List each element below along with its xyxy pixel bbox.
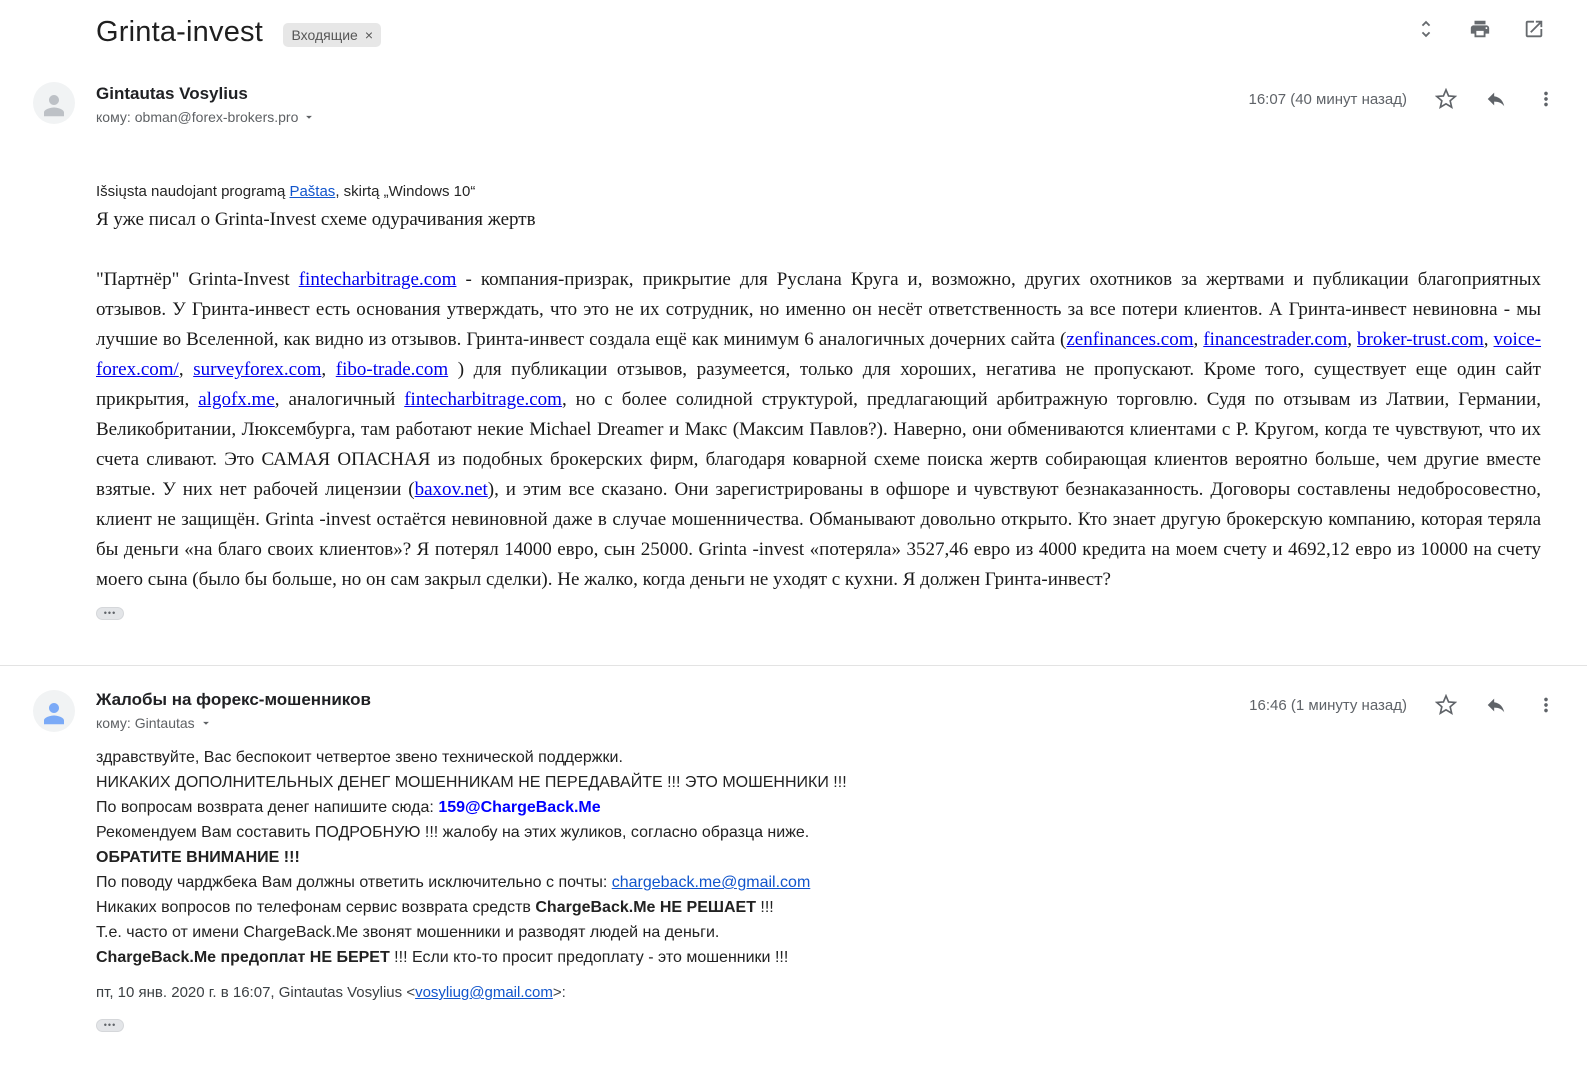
- label-remove-icon[interactable]: ×: [364, 26, 374, 43]
- email-2: [0, 688, 1587, 1033]
- email-2-body: [96, 745, 1557, 1033]
- inline-link[interactable]: chargeback.me@gmail.com: [611, 874, 811, 891]
- text-segment: Išsiųsta naudojant programą: [96, 183, 290, 200]
- details-caret-icon[interactable]: [199, 716, 213, 730]
- inline-link[interactable]: Paštas: [289, 183, 336, 200]
- text-segment: !!!: [755, 899, 774, 916]
- text-segment: ,: [321, 359, 336, 380]
- text-segment: !!! Если кто-то просит предоплату - это мошенники !!!: [389, 949, 789, 966]
- inline-link[interactable]: voice-forex.com/: [96, 329, 1542, 380]
- sender-avatar[interactable]: [33, 690, 75, 732]
- open-in-new-icon[interactable]: [1523, 18, 1545, 40]
- sender-name: Gintautas Vosylius: [96, 84, 248, 103]
- more-options-icon[interactable]: [1535, 694, 1557, 716]
- recipient-line[interactable]: [96, 715, 1249, 731]
- text-segment: ) для публикации отзывов, разумеется, только для хороших, негатива не пропускают. Кроме того, существует еще один сайт прикрытия,: [96, 359, 1541, 410]
- text-segment: Рекомендуем Вам составить ПОДРОБНУЮ !!! жалобу на этих жуликов, согласно образца ниже.: [96, 824, 810, 841]
- print-icon[interactable]: [1469, 18, 1491, 40]
- email-1-paragraph: [96, 265, 1541, 595]
- text-segment: ОБРАТИТЕ ВНИМАНИЕ !!!: [96, 849, 300, 866]
- expand-all-icon[interactable]: [1415, 18, 1437, 40]
- email-1-body: [96, 181, 1557, 621]
- more-options-icon[interactable]: [1535, 88, 1557, 110]
- email-timestamp: 16:46 (1 минуту назад): [1249, 696, 1407, 714]
- inbox-label-chip[interactable]: [283, 23, 381, 47]
- to-prefix: кому:: [96, 715, 131, 731]
- text-segment: - компания-призрак, прикрытие для Руслана Круга и, возможно, других охотников за жертвами и публикации благоприятных отзывов. У Гринта-инвест есть основания утверждать, что это не их сотрудник, но именно он несёт ответственность за все потери клиентов. А Гринта-инвест невиновна - мы лучшие во Вселенной, как видно из отзывов. Гринта-инвест создала ещё как минимум 6 аналогичных дочерних сайта (: [96, 269, 1541, 350]
- text-segment: ,: [1347, 329, 1358, 350]
- thread-subject: Grinta-invest: [96, 16, 263, 48]
- star-icon[interactable]: [1435, 694, 1457, 716]
- email-1-header: [96, 82, 1557, 125]
- email-1-meta: [1249, 82, 1558, 110]
- email-2-header: [96, 688, 1557, 731]
- inbox-label-text: Входящие: [291, 26, 358, 43]
- text-segment: По вопросам возврата денег напишите сюда:: [96, 799, 439, 816]
- person-icon: [39, 90, 69, 120]
- reply-icon[interactable]: [1485, 694, 1507, 716]
- text-segment: ,: [178, 359, 194, 380]
- thread-header: [0, 0, 1587, 62]
- body-line: [96, 770, 1557, 795]
- body-line: [96, 870, 1557, 895]
- text-segment: пт, 10 янв. 2020 г. в 16:07, Gintautas Vosylius <: [96, 984, 416, 1001]
- inline-link[interactable]: zenfinances.com: [1066, 329, 1194, 350]
- recipient-address: obman@forex-brokers.pro: [134, 109, 299, 125]
- inline-link[interactable]: baxov.net: [414, 479, 488, 500]
- inline-link[interactable]: fibo-trade.com: [335, 359, 449, 380]
- sender-name: Жалобы на форекс-мошенников: [96, 690, 371, 709]
- text-segment: >:: [552, 984, 566, 1001]
- text-segment: По поводу чарджбека Вам должны ответить исключительно с почты:: [96, 874, 612, 891]
- recipient-address: Gintautas: [134, 715, 195, 731]
- body-line: [96, 895, 1557, 920]
- text-segment: Т.е. часто от имени ChargeBack.Me звонят мошенники и разводят людей на деньги.: [96, 924, 720, 941]
- recipient-line[interactable]: [96, 109, 1249, 125]
- text-segment: ChargeBack.Me предоплат НЕ БЕРЕТ: [96, 949, 390, 966]
- text-segment: ), и этим все сказано. Они зарегистрированы в офшоре и чувствуют безнаказанность. Договоры составлены недобросовестно, клиент не защищён. Grinta -invest остаётся невиновной даже в случае мошенничества. Обманывают довольно открыто. Кто знает другую брокерскую компанию, которая теряла бы деньги «на благо своих клиентов»? Я потерял 14000 евро, сын 25000. Grinta -invest «потеряла» 3527,46 евро из 4000 кредита на моем счету и 4692,12 евро из 10000 на счету моего сына (было бы больше, но он сам закрыл сделки). Не жалко, когда деньги не уходят с кухни. Я должен Гринта-инвест?: [96, 479, 1541, 590]
- text-segment: НИКАКИХ ДОПОЛНИТЕЛЬНЫХ ДЕНЕГ МОШЕННИКАМ НЕ ПЕРЕДАВАЙТЕ !!! ЭТО МОШЕННИКИ !!!: [96, 774, 847, 791]
- email-2-meta: [1249, 688, 1557, 716]
- text-segment: ,: [1483, 329, 1494, 350]
- inline-link[interactable]: surveyforex.com: [193, 359, 322, 380]
- body-line: [96, 945, 1557, 970]
- email-timestamp: 16:07 (40 минут назад): [1248, 90, 1407, 108]
- sender-block: [96, 688, 1249, 731]
- text-segment: ,: [1193, 329, 1204, 350]
- mail-client-signature: [96, 181, 1541, 203]
- sender-block: [96, 82, 1249, 125]
- thread-actions: [1415, 18, 1545, 40]
- show-trimmed-content-button[interactable]: •••: [96, 1019, 124, 1032]
- text-segment: , но с более солидной структурой, предлагающий арбитражную торговлю. Судя по отзывам из Латвии, Германии, Великобритании, Люксембурга, там работают некие Michael Dreamer и Макс (Максим Павлов?). Наверно, они обмениваются клиентами с Р. Кругом, когда те чувствуют, что их счета сливают. Это САМАЯ ОПАСНАЯ из подобных брокерских фирм, благодаря коварной схеме поиска жертв собирающая клиентов вероятно больше, чем другие вместе взятые. У них нет рабочей лицензии (: [96, 389, 1541, 500]
- body-line: [96, 745, 1557, 770]
- inline-link[interactable]: fintecharbitrage.com: [404, 389, 562, 410]
- show-trimmed-content-button[interactable]: •••: [96, 607, 124, 620]
- highlighted-email-address: 159@ChargeBack.Me: [438, 799, 601, 816]
- sender-avatar[interactable]: [33, 82, 75, 124]
- text-segment: Никаких вопросов по телефонам сервис возврата средств: [96, 899, 536, 916]
- body-line: [96, 820, 1557, 845]
- text-segment: здравствуйте, Вас беспокоит четвертое звено технической поддержки.: [96, 749, 623, 766]
- inline-link[interactable]: fintecharbitrage.com: [298, 269, 457, 290]
- inline-link[interactable]: broker-trust.com: [1357, 329, 1484, 350]
- inline-link[interactable]: financestrader.com: [1203, 329, 1348, 350]
- star-icon[interactable]: [1435, 88, 1457, 110]
- intro-line: Я уже писал о Grinta-Invest схеме одурачивания жертв: [96, 209, 536, 230]
- inline-link[interactable]: vosyliug@gmail.com: [415, 984, 553, 1001]
- body-line: [96, 795, 1557, 820]
- person-icon: [39, 698, 69, 728]
- reply-icon[interactable]: [1485, 88, 1507, 110]
- inline-link[interactable]: algofx.me: [198, 389, 275, 410]
- details-caret-icon[interactable]: [302, 110, 316, 124]
- text-segment: ChargeBack.Me НЕ РЕШАЕТ: [535, 899, 756, 916]
- text-segment: , аналогичный: [274, 389, 405, 410]
- body-line: [96, 845, 1557, 870]
- text-segment: , skirtą „Windows 10“: [335, 183, 476, 200]
- text-segment: "Партнёр" Grinta-Invest: [96, 269, 299, 290]
- body-line: [96, 920, 1557, 945]
- email-divider: [0, 665, 1587, 666]
- email-1: [0, 82, 1587, 621]
- quoted-reply-header: [96, 982, 1557, 1007]
- to-prefix: кому:: [96, 109, 131, 125]
